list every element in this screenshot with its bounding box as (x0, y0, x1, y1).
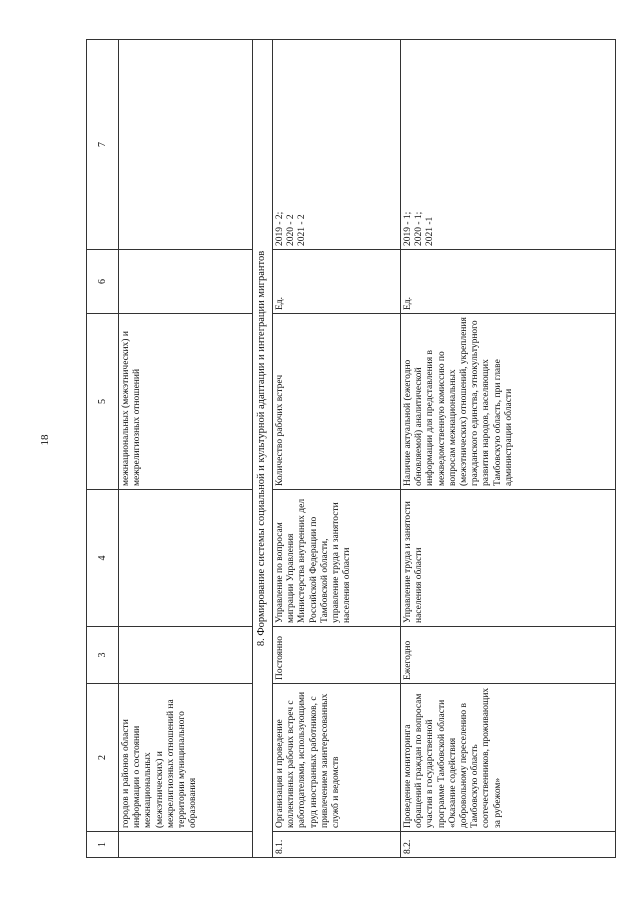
unit-cell: Ед. (273, 250, 401, 314)
action-cell: городов и районов области информации о состоянии межнациональных (межэтнических) и межрелигиозных отношений на территории муниципального образования (119, 684, 253, 832)
indicator-cell: межнациональных (межэтнических) и межрелигиозных отношений (119, 314, 253, 490)
action-plan-table (86, 39, 616, 858)
indicator-cell: Наличие актуальной (ежегодно обновляемой) аналитической информации для представления в межведомственную комиссию по вопросам межнациональных (межэтнических) отношений, укрепления гражданского единства, этнокультурного развития народов, населяющих Тамбовскую область, при главе администрации области (401, 314, 616, 490)
table-row (401, 40, 616, 858)
row-number (119, 832, 253, 858)
indicator-cell: Количество рабочих встреч (273, 314, 401, 490)
period-cell: Постоянно (273, 627, 401, 684)
period-cell (119, 627, 253, 684)
row-number: 8.2. (401, 832, 616, 858)
action-cell: Организация и проведение коллективных рабочих встреч с работодателями, использующими труд иностранных работников, с привлечением заинтересованных служб и ведомств (273, 684, 401, 832)
continuation-row (119, 40, 253, 858)
values-cell: 2019 - 2; 2020 - 2 2021 - 2 (273, 40, 401, 250)
executor-cell: Управление труда и занятости населения области (401, 490, 616, 627)
unit-cell: Ед. (401, 250, 616, 314)
section-row (253, 40, 273, 858)
header-col-2: 2 (87, 684, 119, 832)
rotated-table-container (86, 40, 616, 858)
section-title: 8. Формирование системы социальной и культурной адаптации и интеграции мигрантов (253, 40, 273, 858)
header-col-3: 3 (87, 627, 119, 684)
action-cell: Проведение мониторинга обращений граждан по вопросам участия в государственной программе Тамбовской области «Оказание содействия добровольному переселению в Тамбовскую область соотечественников, проживающих за рубежом» (401, 684, 616, 832)
table-row (273, 40, 401, 858)
page-number: 18 (39, 434, 51, 446)
values-cell (119, 40, 253, 250)
header-col-1: 1 (87, 832, 119, 858)
row-number: 8.1. (273, 832, 401, 858)
header-col-4: 4 (87, 490, 119, 627)
header-col-5: 5 (87, 314, 119, 490)
header-col-6: 6 (87, 250, 119, 314)
executor-cell: Управление по вопросам миграции Управления Министерства внутренних дел Российской Федерации по Тамбовской области, управление труда и занятости населения области (273, 490, 401, 627)
executor-cell (119, 490, 253, 627)
period-cell: Ежегодно (401, 627, 616, 684)
header-row (87, 40, 119, 858)
unit-cell (119, 250, 253, 314)
header-col-7: 7 (87, 40, 119, 250)
values-cell: 2019 - 1; 2020 - 1; 2021 -1 (401, 40, 616, 250)
